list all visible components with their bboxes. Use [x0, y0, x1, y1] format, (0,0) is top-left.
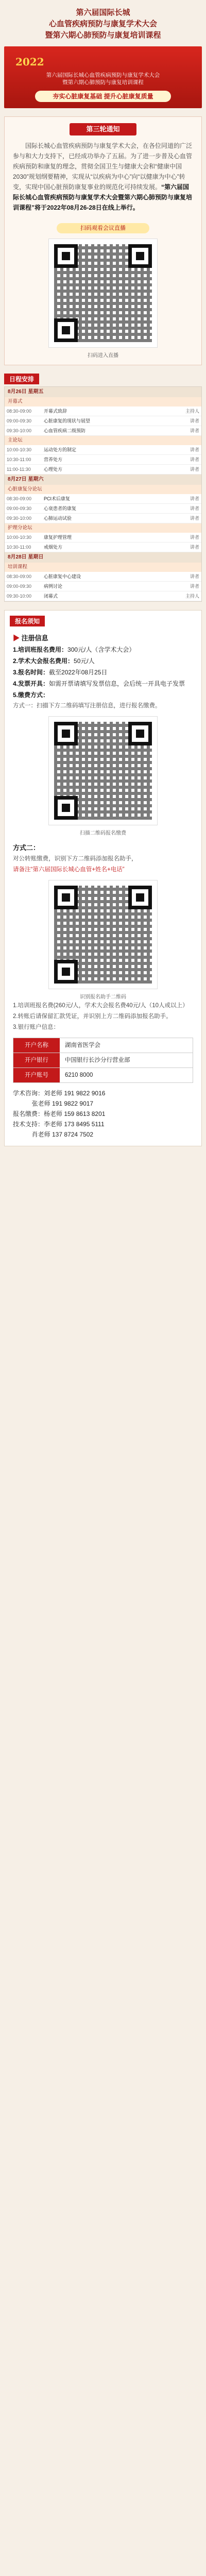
notice-body-bold: “第六届国际长城心血管疾病预防与康复学术大会暨第六期心肺预防与康复培训课程”将于2022年08月26-28日在线上举行。 — [13, 183, 193, 211]
schedule-row — [5, 416, 201, 426]
schedule-cell: 09:30-10:00 — [7, 594, 32, 599]
schedule-row — [5, 514, 201, 523]
schedule-cell: 10:00-10:30 — [7, 447, 32, 452]
schedule-cell: 心肺运动试验 — [44, 516, 72, 521]
schedule-cell: 讲者 — [190, 584, 199, 589]
live-pill: 扫码观看会议直播 — [57, 223, 149, 233]
schedule-cell: 主持人 — [185, 594, 199, 599]
registration-section — [4, 610, 202, 1146]
schedule-cell: 讲者 — [190, 447, 199, 452]
banner-logo: 2022 — [15, 56, 44, 68]
banner-theme: 夯实心脏康复基础 提升心脏康复质量 — [35, 91, 171, 102]
conference-banner — [4, 46, 202, 108]
schedule-row — [5, 455, 201, 465]
transfer-note-1: 1.培训班报名费(260元/人，学术大会报名费40元/人（10人或以上） — [13, 1003, 188, 1009]
registration-qr-caption: 扫描二维码报名缴费 — [80, 831, 126, 836]
notice-body-plain: 国际长城心血管疾病预防与康复学术大会，在各位同道的广泛参与和大力支持下，已经成功举办了五届。为了进一步普及心血管疾病预防和康复的理念，贯彻全国卫生与健康大会和“健康中国2030”规划纲要精神，实现从“以疾病为中心”向“以健康为中心”转变，实现中国心脏预防康复事业的规范化可持续发展。 — [13, 142, 193, 191]
registration-items — [5, 645, 201, 700]
schedule-row — [5, 426, 201, 436]
schedule-cell: 08:30-09:00 — [7, 574, 32, 579]
registration-item: 4.发票开具：如需开票请填写发票信息，会后统一开具电子发票 — [13, 680, 185, 687]
schedule-cell: 心血管疾病二级预防 — [44, 428, 86, 433]
schedule-day-header: 8月27日 星期六 — [5, 474, 201, 485]
schedule-cell: 11:00-11:30 — [7, 467, 31, 472]
schedule-row — [5, 533, 201, 543]
contacts — [13, 1088, 193, 1140]
schedule-cell: 心脏康复的现状与展望 — [44, 418, 91, 423]
notice-body — [5, 141, 201, 219]
schedule-session-header: 护理分论坛 — [5, 523, 201, 533]
bank-row-bank: 开户银行 中国银行长沙分行营业部 — [13, 1053, 193, 1068]
payment-method2-line2: 请备注“第六届国际长城心血管+姓名+电话” — [13, 867, 125, 873]
page-title-line2: 心血管疾病预防与康复学术大会 — [48, 20, 157, 28]
schedule-cell: 讲者 — [190, 467, 199, 472]
schedule-day-header: 8月28日 星期日 — [5, 552, 201, 563]
schedule-cell: 10:30-11:00 — [7, 457, 31, 462]
schedule-cell: 09:00-09:30 — [7, 506, 32, 511]
registration-tag: 报名须知 — [10, 616, 45, 626]
schedule-row — [5, 445, 201, 455]
schedule-cell: 09:30-10:00 — [7, 428, 32, 433]
schedule-cell: 09:30-10:00 — [7, 516, 32, 521]
banner-line2: 暨第六期心肺预防与康复培训课程 — [62, 79, 144, 86]
schedule-row — [5, 582, 201, 591]
assistant-qr-caption: 识别报名助手二维码 — [80, 994, 126, 1000]
schedule-cell: 讲者 — [190, 506, 199, 511]
schedule-cell: 运动处方的制定 — [44, 447, 77, 452]
registration-item: 3.报名时间：截至2022年08月25日 — [13, 669, 108, 676]
schedule-cell: 戒烟处方 — [44, 545, 63, 550]
schedule-cell: 08:30-09:00 — [7, 496, 32, 501]
payment-method2-line1: 对公转账缴费，识别下方二维码添加报名助手， — [13, 856, 138, 862]
registration-notes-title: ▶ 注册信息 — [13, 634, 48, 642]
schedule-table — [4, 386, 202, 602]
schedule-row — [5, 465, 201, 474]
schedule-cell: 闭幕式 — [44, 594, 58, 599]
page-title-line3: 暨第六期心肺预防与康复培训课程 — [45, 31, 161, 40]
schedule-session-header: 培训课程 — [5, 563, 201, 572]
schedule-cell: 09:00-09:30 — [7, 418, 32, 423]
bank-row-account: 开户账号 6210 8000 — [13, 1068, 193, 1082]
registration-qr-code[interactable] — [48, 716, 158, 825]
registration-item: 5.缴费方式： — [13, 691, 49, 699]
contact-line: 学术咨询：刘老师 191 9822 9016 — [13, 1090, 106, 1097]
payment-method2-title: 方式二： — [13, 844, 40, 852]
schedule-cell: 开幕式致辞 — [44, 409, 67, 414]
schedule-cell: 10:00-10:30 — [7, 535, 32, 540]
transfer-note-2: 2.转账后请保留汇款凭证，并识别上方二维码添加报名助手。 — [13, 1013, 172, 1020]
contact-line: 肖老师 137 8724 7502 — [13, 1131, 94, 1138]
live-qr-code[interactable] — [48, 239, 158, 348]
schedule-cell: PCI术后康复 — [44, 496, 71, 501]
schedule-tag: 日程安排 — [4, 374, 39, 384]
banner-line1: 第六届国际长城心血管疾病预防与康复学术大会 — [46, 72, 160, 78]
schedule-cell: 心脏康复中心建设 — [44, 574, 81, 579]
contact-line: 报名缴费：杨老师 159 8613 8201 — [13, 1110, 106, 1117]
registration-item: 1.培训班报名费用：300元/人（含学术大会） — [13, 646, 135, 653]
live-qr-caption: 扫码进入直播 — [88, 353, 118, 359]
schedule-cell: 讲者 — [190, 428, 199, 433]
notice-ribbon: 第三轮通知 — [70, 123, 136, 135]
schedule-session-header: 开幕式 — [5, 397, 201, 406]
schedule-cell: 讲者 — [190, 545, 199, 550]
contact-line: 技术支持：李老师 173 8495 5111 — [13, 1121, 105, 1128]
schedule-cell: 08:30-09:00 — [7, 409, 32, 414]
schedule-row — [5, 543, 201, 552]
schedule-cell: 讲者 — [190, 535, 199, 540]
bank-title: 3.银行账户信息： — [13, 1024, 60, 1030]
schedule-cell: 营养处方 — [44, 457, 63, 462]
schedule-cell: 心理处方 — [44, 467, 63, 472]
schedule-cell: 心衰患者的康复 — [44, 506, 77, 511]
schedule-session-header: 心脏康复分论坛 — [5, 485, 201, 494]
bank-row-name: 开户名称 湖南省医学会 — [13, 1038, 193, 1053]
payment-method1: 方式一：扫描下方二维码填写注册信息，进行报名缴费。 — [13, 703, 161, 709]
schedule-row — [5, 591, 201, 601]
page-title-line1: 第六届国际长城 — [76, 8, 130, 17]
schedule-cell: 讲者 — [190, 574, 199, 579]
notice-section — [4, 116, 202, 365]
schedule-section — [4, 374, 202, 602]
schedule-cell: 讲者 — [190, 457, 199, 462]
schedule-cell: 病例讨论 — [44, 584, 63, 589]
assistant-qr-code[interactable] — [48, 880, 158, 989]
schedule-row — [5, 494, 201, 504]
schedule-row — [5, 406, 201, 416]
schedule-cell: 10:30-11:00 — [7, 545, 31, 550]
schedule-session-header: 主论坛 — [5, 436, 201, 445]
contact-line: 张老师 191 9822 9017 — [13, 1100, 94, 1107]
schedule-cell: 讲者 — [190, 496, 199, 501]
registration-item: 2.学术大会报名费用：50元/人 — [13, 657, 95, 665]
schedule-cell: 康复护理管理 — [44, 535, 72, 540]
schedule-row — [5, 572, 201, 582]
schedule-cell: 09:00-09:30 — [7, 584, 32, 589]
schedule-cell: 讲者 — [190, 516, 199, 521]
registration-notes-icon: ▶ — [13, 634, 22, 642]
bank-table — [13, 1038, 193, 1083]
schedule-row — [5, 504, 201, 514]
schedule-cell: 讲者 — [190, 418, 199, 423]
schedule-day-header: 8月26日 星期五 — [5, 387, 201, 397]
title-block — [0, 0, 206, 46]
schedule-cell: 主持人 — [185, 409, 199, 414]
